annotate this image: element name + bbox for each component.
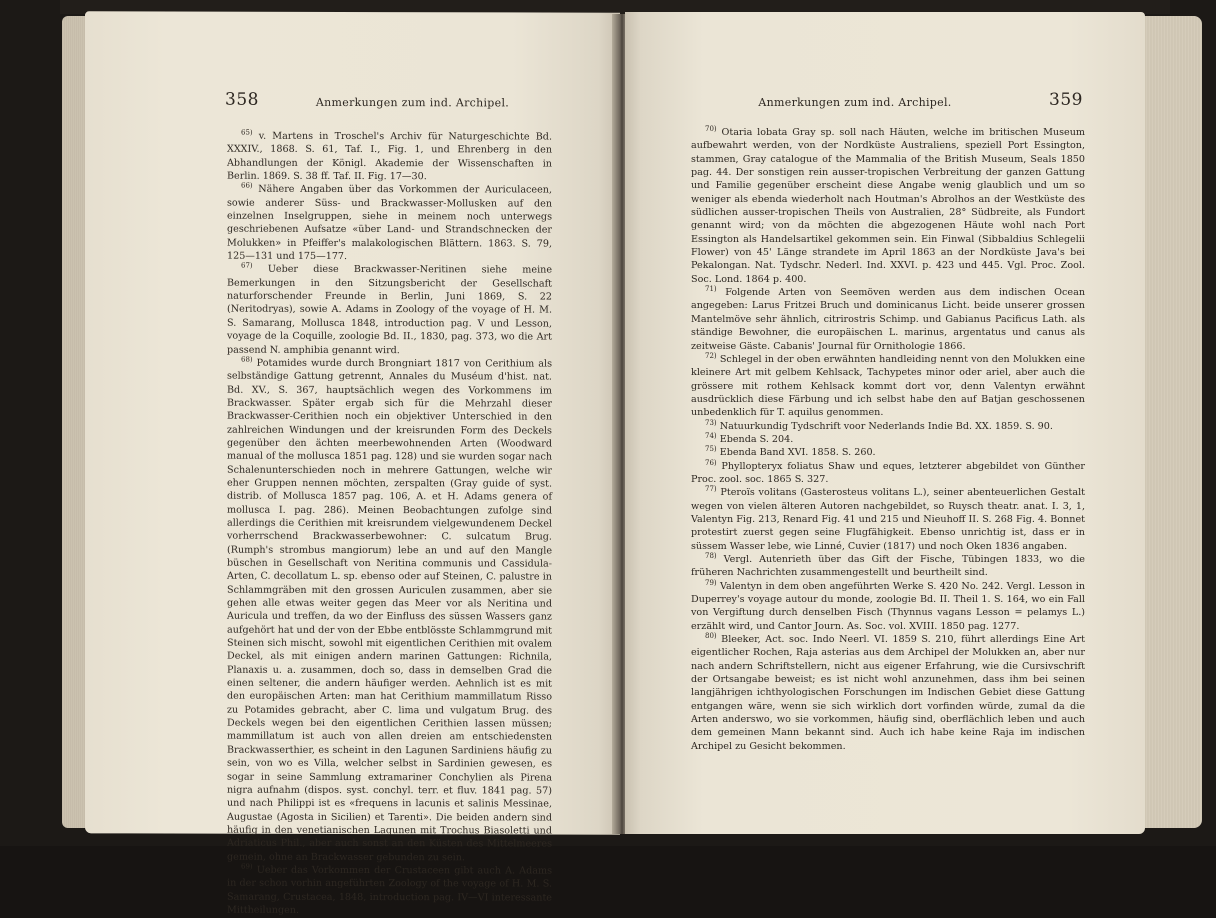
footnote-number: 77)	[705, 485, 717, 494]
footnote-text: Otaria lobata Gray sp. soll nach Häuten, welche im britischen Museum aufbewahrt werden, von der Nordküste Australiens, speziell Port Essington, stammen, Gray catalogue of the Mammalia of the British Museum, Seals 1850 pag. 44. Der sonstigen rein ausser-tropischen Verbreitung der ganzen Gattung und Familie gegenüber erscheint diese Angabe wenig glaublich und um so weniger als ebenda wiederholt nach Houtman's Abrolhos an der Westküste des südlichen ausser-tropischen Theils von Australien, 28° Südbreite, als Fundort genannt wird; von da möchten die abgezogenen Häute wohl nach Port Essington als Handelsartikel gekommen sein. Ein Finwal (Sibbaldius Schlegelii Flower) von 45' Länge strandete im April 1863 an der Nordküste Java's bei Pekalongan. Nat. Tydschr. Nederl. Ind. XXVI. p. 423 und 445. Vgl. Proc. Zool. Soc. Lond. 1864 p. 400.	[691, 127, 1085, 285]
footnote	[691, 446, 1085, 459]
footnote-text: Ebenda S. 204.	[716, 433, 794, 445]
footnote-text: Phyllopteryx foliatus Shaw und eques, letzterer abgebildet von Günther Proc. zool. soc. 1865 S. 327.	[691, 460, 1085, 485]
footnote	[691, 420, 1085, 433]
footnote-number: 70)	[705, 124, 717, 133]
footnote	[691, 580, 1085, 633]
footnote-number: 78)	[705, 551, 717, 560]
footnote-number: 73)	[705, 418, 717, 427]
footnote	[691, 126, 1085, 286]
footnote-number: 80)	[705, 631, 717, 640]
page-number: 359	[1049, 90, 1083, 110]
footnote-text: Bleeker, Act. soc. Indo Neerl. VI. 1859 S. 210, führt allerdings Eine Art eigentlicher Rochen, Raja asterias aus dem Archipel der Molukken an, aber nur nach andern Schriftstellern, nicht aus eigener Erfahrung, wie die Cursivschrift der Ortsangabe beweist; es ist nicht wohl anzunehmen, dass ihm bei seinen langjährigen ichthyologischen Forschungen im Indischen Gebiet diese Gattung entgangen wäre, wenn sie sich wirklich dort vorfinden würde, zumal da die Arten anderswo, wo sie vorkommen, häufig sind, oberflächlich leben und auch dem gemeinen Mann bekannt sind. Auch ich habe keine Raja im indischen Archipel zu Gesicht bekommen.	[691, 634, 1085, 752]
footnote	[691, 460, 1085, 487]
footnote-text: Ueber diese Brackwasser-Neritinen siehe meine Bemerkungen in den Sitzungsbericht der Gesellschaft naturforschender Freunde in Berlin, Juni 1869, S. 22 (Neritodryas), sowie A. Adams in Zoology of the voyage of H. M. S. Samarang, Mollusca 1848, introduction pag. V und Lesson, voyage de la Coquille, zoologie Bd. II., 1830, pag. 373, wo die Art passend N. amphibia genannt wird.	[227, 264, 552, 356]
footnote-number: 67)	[241, 261, 253, 270]
footnote	[691, 633, 1085, 753]
left-page-header	[85, 89, 620, 118]
footnote-number: 72)	[705, 351, 717, 360]
footnote-text: Nähere Angaben über das Vorkommen der Auriculaceen, sowie anderer Süss- und Brackwasser-Mollusken auf den einzelnen Inselgruppen, siehe in meinem noch unterwegs geschriebenen Aufsatze «über Land- und Strandschnecken der Molukken» in Pfeiffer's malakologischen Blättern. 1863. S. 79, 125—131 und 175—177.	[227, 184, 552, 263]
footnote	[227, 263, 552, 357]
footnote-number: 65)	[241, 128, 253, 137]
footnote	[691, 553, 1085, 580]
right-page	[625, 12, 1145, 834]
left-page	[85, 11, 620, 916]
footnote-number: 79)	[705, 578, 717, 587]
footnote-number: 76)	[705, 458, 717, 467]
footnote	[691, 486, 1085, 553]
footnote-text: Folgende Arten von Seemöven werden aus dem indischen Ocean angegeben: Larus Fritzei Bruch und dominicanus Licht. beide unserer grossen Mantelmöve sehr ähnlich, citrirostris Schimp. und Gabianus Pacificus Lath. als ständige Bewohner, die europäischen L. marinus, argentatus und canus als zeitweise Gäste. Cabanis' Journal für Ornithologie 1866.	[691, 287, 1085, 352]
footnote-number: 71)	[705, 284, 717, 293]
footnote-text: Vergl. Autenrieth über das Gift der Fische, Tübingen 1833, wo die früheren Nachrichten zusammengestellt und beurtheilt sind.	[691, 554, 1085, 579]
right-page-body	[625, 118, 1145, 753]
footnote-text: Natuurkundig Tydschrift voor Nederlands Indie Bd. XX. 1859. S. 90.	[716, 420, 1053, 432]
footnote-text: v. Martens in Troschel's Archiv für Naturgeschichte Bd. XXXIV., 1868. S. 61, Taf. I., Fig. 1, und Ehrenberg in den Abhandlungen der Königl. Akademie der Wissenschaften in Berlin. 1869. S. 38 ff. Taf. II. Fig. 17—30.	[227, 130, 552, 183]
footnote-number: 74)	[705, 431, 717, 440]
footnote	[691, 286, 1085, 353]
footnote	[227, 130, 552, 184]
footnote-number: 68)	[241, 355, 253, 364]
footnote	[227, 183, 552, 264]
footnote-number: 66)	[241, 181, 253, 190]
footnote-text: Potamides wurde durch Brongniart 1817 von Cerithium als selbständige Gattung getrennt, Annales du Muséum d'hist. nat. Bd. XV., S. 367, hauptsächlich wegen des Vorkommens im Brackwasser. Später ergab sich für die Mehrzahl dieser Brackwasser-Cerithien noch ein objektiver Unterschied in den zahlreichen Windungen und der kreisrunden Form des Deckels gegenüber den ächten meerbewohnenden Arten (Woodward manual of the mollusca 1851 pag. 128) und sie wurden sogar nach Schalenunterschieden noch in mehrere Gattungen, welche wir eher Gruppen nennen möchten, zerspalten (Gray guide of syst. distrib. of Mollusca 1857 pag. 106, A. et H. Adams genera of mollusca I. pag. 286). Meinen Beobachtungen zufolge sind allerdings die Cerithien mit kreisrundem vielgewundenem Deckel vorherrschend Brackwasserbewohner: C. sulcatum Brug. (Rumph's strombus mangiorum) lebe an und auf den Mangle büschen in Gesellschaft von Neritina communis und Cassidula-Arten, C. decollatum L. sp. ebenso oder auf Steinen, C. palustre in Schlammgräben mit den grossen Auriculen zusammen, aber sie gehen alle etwas weiter gegen das Meer vor als Neritina und Auricula und treffen, da wo der Einfluss des süssen Wassers ganz aufgehört hat und der von der Ebbe entblösste Schlammgrund mit Steinen sich mischt, sowohl mit eigentlichen Cerithien mit ovalem Deckel, als mit einigen andern marinen Gattungen: Richnila, Planaxis u. a. zusammen, doch so, dass in demselben Grad die einen seltener, die andern häufiger werden. Aehnlich ist es mit den europäischen Arten: man hat Cerithium mammillatum Risso zu Potamides gebracht, aber C. lima und vulgatum Brug. des Deckels wegen bei den eigentlichen Cerithien lassen müssen; mammillatum ist auch von allen dreien am entschiedensten Brackwasserthier, es scheint in den Lagunen Sardiniens häufig zu sein, von wo es Villa, welcher selbst in Sardinien gewesen, es sogar in seine Sammlung extramariner Conchylien als Pirena nigra aufnahm (dispos. syst. conchyl. terr. et fluv. 1841 pag. 57) und nach Philippi ist es «frequens in lacunis et salinis Messinae, Augustae (Agosta in Sicilien) et Tarenti». Die beiden andern sind häufig in den venetianischen Lagunen mit Trochus Biasoletti und Adriaticus Phil., aber auch sonst an den Küsten des Mittelmeeres gemein, ohne an Brackwasser gebunden zu sein.	[227, 357, 553, 863]
footnote-text: Ebenda Band XVI. 1858. S. 260.	[716, 447, 876, 459]
footnote	[691, 433, 1085, 446]
running-head: Anmerkungen zum ind. Archipel.	[758, 96, 952, 109]
page-number: 358	[225, 89, 259, 110]
right-page-edges	[1142, 16, 1202, 828]
footnote	[227, 864, 552, 918]
footnote-text: Valentyn in dem oben angeführten Werke S. 420 No. 242. Vergl. Lesson in Duperrey's voyage autour du monde, zoologie Bd. II. Theil 1. S. 164, wo ein Fall von Vergiftung durch denselben Fisch (Thynnus vagans Lesson = pelamys L.) erzählt wird, und Cantor Journ. As. Soc. vol. XVIII. 1850 pag. 1277.	[691, 580, 1085, 632]
footnote-text: Ueber das Vorkommen der Crustaceen gibt auch A. Adams in der schon vorhin angeführten Zoology of the voyage of H. M. S. Samarang, Crustacea, 1848, introduction pag. IV—VI interessante Mittheilungen.	[227, 864, 552, 916]
footnote-number: 75)	[705, 445, 717, 454]
footnote	[691, 353, 1085, 420]
right-page-header	[625, 90, 1145, 118]
footnote	[227, 357, 552, 865]
left-page-edges	[62, 16, 87, 828]
footnote-text: Pteroïs volitans (Gasterosteus volitans L.), seiner abenteuerlichen Gestalt wegen von vielen älteren Autoren nachgebildet, so Ruysch theatr. anat. I. 3, 1, Valentyn Fig. 213, Renard Fig. 41 und 215 und Nieuhoff II. S. 268 Fig. 4. Bonnet protestirt zuerst gegen seine Flugfähigkeit. Ebenso unrichtig ist, dass er in süssem Wasser lebe, wie Linné, Cuvier (1817) und noch Oken 1836 angaben.	[691, 487, 1085, 552]
footnote-text: Schlegel in der oben erwähnten handleiding nennt von den Molukken eine kleinere Art mit gelbem Kehlsack, Tachypetes minor oder ariel, aber auch die grössere mit rothem Kehlsack kommt dort vor, denn Valentyn erwähnt ausdrücklich diese Färbung und ich selbst habe den auf Batjan geschossenen unbedenklich für T. aquilus genommen.	[691, 353, 1085, 419]
footnote-number: 69)	[241, 862, 253, 871]
left-page-body	[85, 117, 620, 918]
running-head: Anmerkungen zum ind. Archipel.	[315, 95, 510, 110]
